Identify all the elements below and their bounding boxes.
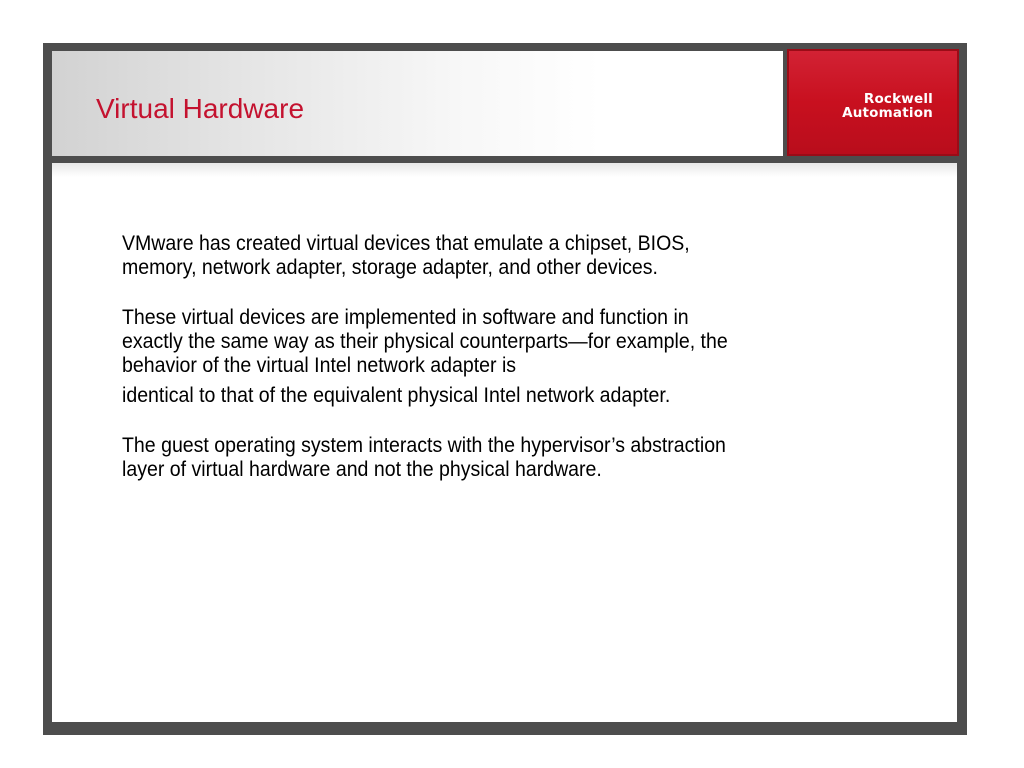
body-line-7: The guest operating system interacts with the hypervisor’s abstraction bbox=[122, 434, 726, 457]
body-line-4: exactly the same way as their physical counterparts—for example, the bbox=[122, 330, 728, 353]
logo-line-1: Rockwell bbox=[863, 91, 933, 107]
body-line-6: identical to that of the equivalent physical Intel network adapter. bbox=[122, 384, 671, 407]
body-line-8: layer of virtual hardware and not the physical hardware. bbox=[122, 458, 602, 481]
body-line-1: VMware has created virtual devices that emulate a chipset, BIOS, bbox=[122, 232, 690, 255]
logo-line-2: Automation bbox=[842, 105, 933, 121]
slide-body bbox=[122, 232, 829, 482]
content-top-shade bbox=[52, 163, 957, 177]
logo-wordmark bbox=[842, 92, 933, 120]
body-line-2: memory, network adapter, storage adapter, and other devices. bbox=[122, 256, 658, 279]
slide-title: Virtual Hardware bbox=[96, 93, 305, 124]
body-line-3: These virtual devices are implemented in software and function in bbox=[122, 306, 689, 329]
body-line-5: behavior of the virtual Intel network adapter is bbox=[122, 354, 517, 377]
rockwell-automation-logo bbox=[787, 49, 959, 156]
